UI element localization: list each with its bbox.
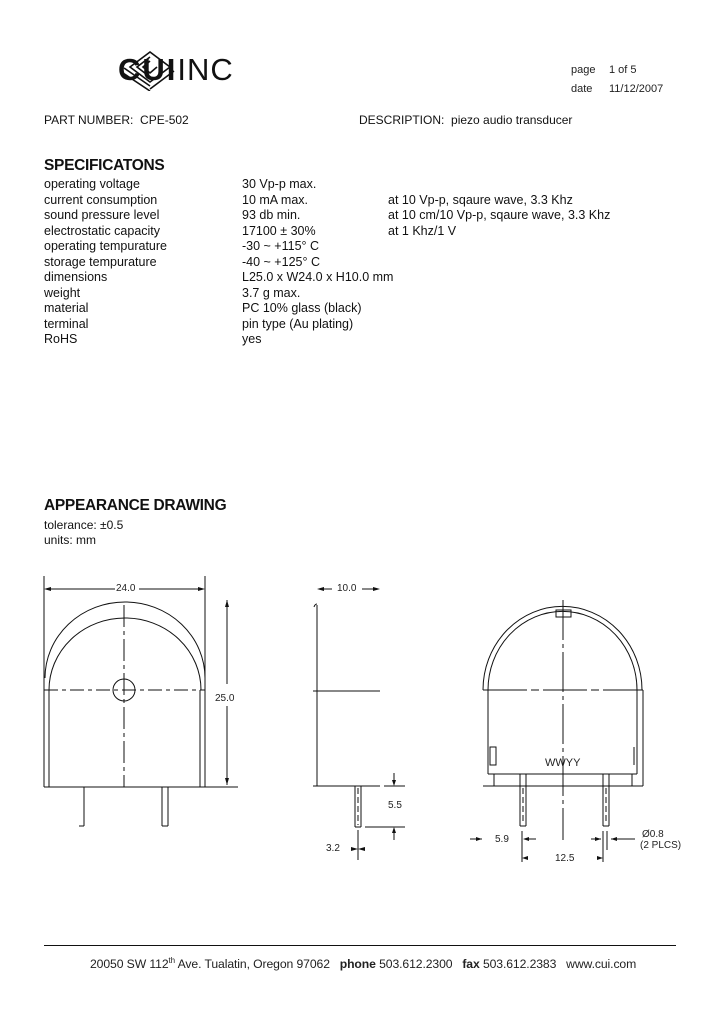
part-number: PART NUMBER: CPE-502: [44, 113, 189, 127]
description: DESCRIPTION: piezo audio transducer: [359, 113, 573, 127]
dim-pin-edge: 5.9: [495, 834, 509, 845]
dim-front-width: 24.0: [116, 583, 136, 594]
website-link[interactable]: www.cui.com: [566, 957, 637, 972]
footer-divider: [44, 945, 676, 946]
date-indicator: date 11/12/2007: [571, 83, 664, 95]
specifications-title: SPECIFICATONS: [44, 157, 165, 174]
appearance-title: APPEARANCE DRAWING: [44, 497, 227, 514]
dim-pin-spacing: 12.5: [555, 853, 575, 864]
dim-side-depth: 10.0: [337, 583, 357, 594]
dim-pin-diameter: Ø0.8: [642, 829, 664, 840]
company-name: CUIINC: [118, 52, 234, 87]
date-code-marking: WWYY: [545, 757, 581, 769]
dim-pin-offset: 3.2: [326, 843, 340, 854]
page-indicator: page 1 of 5: [571, 64, 637, 76]
dim-pin-count: (2 PLCS): [640, 840, 682, 851]
footer-contact: 20050 SW 112th Ave. Tualatin, Oregon 97062 phone 503.612.2300 fax 503.612.2383 www.cui.com: [90, 956, 637, 972]
tolerance-note: tolerance: ±0.5: [44, 518, 124, 532]
dim-front-height: 25.0: [215, 693, 235, 704]
units-note: units: mm: [44, 533, 97, 547]
dim-pin-length: 5.5: [388, 800, 402, 811]
